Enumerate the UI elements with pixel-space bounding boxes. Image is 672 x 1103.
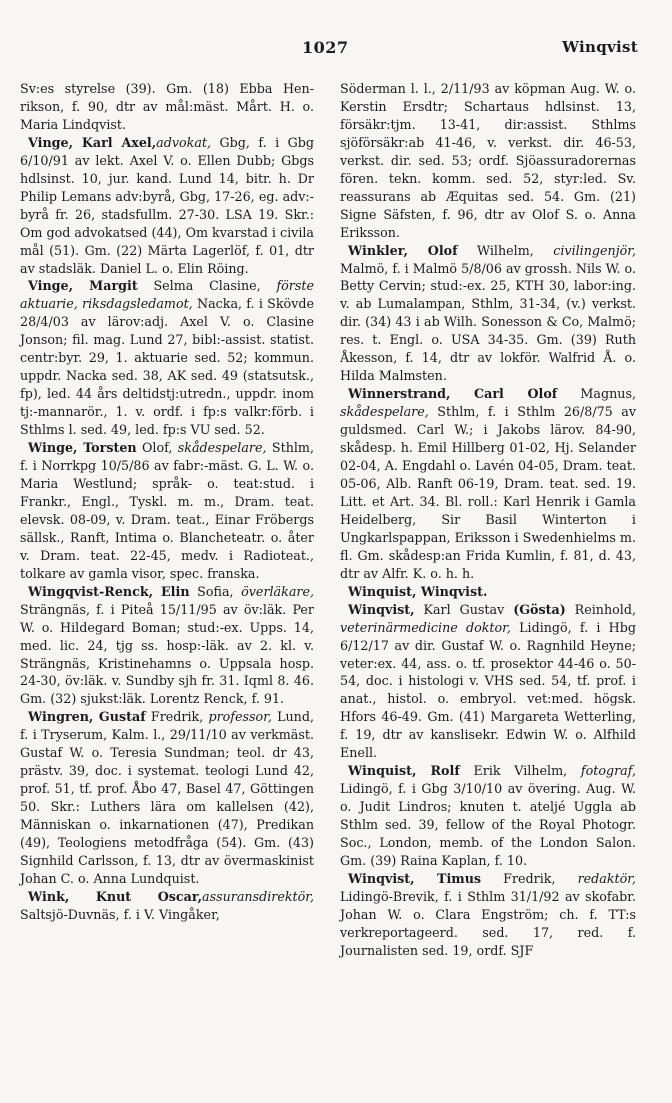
entry-name: Wink, Knut Oscar, xyxy=(28,888,203,904)
entry-name: Winquist, Winqvist. xyxy=(348,583,488,599)
entry-text: Saltsjö-Duvnäs, f. i V. Vingåker, xyxy=(20,906,220,922)
entry-text: Sv:es styrelse (39). Gm. (18) Ebba Henrikson, f. 90, dtr av mål:mäst. Mårt. H. o. Maria Lindqvist. xyxy=(20,81,314,132)
entry-occupation: skådespelare, xyxy=(177,440,267,456)
entry-occupation: assuransdirektör, xyxy=(202,888,314,904)
entry-text: Sthlm, f. i Norrkpg 10/5/86 av fabr:-mäst. G. L. W. o. Maria Westlund; språk- o. teat:stud. i Frankr., Engl., Tyskl. m. m., Dram. teat. elevsk. 08-09, v. Dram. teat., Einar Fröbergs sällsk., Ranft, Intima o. Blancheteatr. o. åter v. Dram. teat. 22-45, medv. i Radioteat., tolkare av gamla visor, spec. franska. xyxy=(20,440,314,581)
entry-occupation: förste aktuarie, riksdagsledamot, xyxy=(20,278,314,312)
biography-entry xyxy=(20,888,314,924)
biography-entry xyxy=(20,277,314,439)
entry-occupation: veterinärmedicine doktor, xyxy=(340,619,511,635)
entry-text: Strängnäs, f. i Piteå 15/11/95 av öv:läk. Per W. o. Hildegard Boman; stud:-ex. Upps. 14, med. lic. 24, tjg ss. hosp:-läk. av 2. kl. v. Strängnäs, Kristinehamns o. Uppsala hosp. 24-30, öv:läk. v. Sundby sjh fr. 31. Iqml 8. 46. Gm. (32) sjukst:läk. Lorentz Renck, f. 91. xyxy=(20,601,314,707)
entry-given-names: Fredrik, xyxy=(481,870,578,886)
entry-text: Sthlm, f. i Sthlm 26/8/75 av guldsmed. Carl W.; i Jakobs lärov. 84-90, skådesp. h. Emil Hillberg 01-02, Hj. Selander 02-04, A. Engdahl o. Lavén 04-05, Dram. teat. 05-06, Alb. Ranft 06-19, Dram. teat. sed. 19. Litt. et Art. 34. Bl. roll.: Karl Henrik i Gamla Heidelberg, Sir Basil Winterton i Ungkarlspappan, Eriksson i Swedenhielms m. fl. Gm. skådesp:an Frida Kumlin, f. 81, d. 43, dtr av Alfr. K. o. h. h. xyxy=(340,404,636,581)
biography-entry xyxy=(20,708,314,888)
entry-given-names: Olof, xyxy=(136,440,178,456)
biography-entry xyxy=(20,583,314,709)
entry-name: Wingren, Gustaf xyxy=(28,709,146,725)
biography-entry xyxy=(340,601,636,763)
entry-given-names: Reinhold, xyxy=(565,601,636,617)
entry-text: Söderman l. l., 2/11/93 av köpman Aug. W. o. Kerstin Ersdtr; Schartaus hdlsinst. 13, försäkr:tjm. 13-41, dir:assist. Sthlms sjöförsäkr:ab 41-46, v. verkst. dir. 46-53, verkst. dir. sed. 53; ordf. Sjöassuradorernas fören. tekn. komm. sed. 52, styr:led. Sv. reassurans ab Æquitas sed. 54. Gm. (21) Signe Säfsten, f. 96, dtr av Olof S. o. Anna Eriksson. xyxy=(340,81,636,240)
biography-entry xyxy=(20,439,314,583)
entry-text: Lund, f. i Tryserum, Kalm. l., 29/11/10 av verkmäst. Gustaf W. o. Teresia Sundman; teol. dr 43, prästv. 39, doc. i systemat. teologi Lund 42, prof. 51, tf. prof. Åbo 47, Basel 47, Göttingen 50. Skr.: Luthers lära om kallelsen (42), Människan o. inkarnationen (47), Predikan (49), Teologiens metodfråga (54). Gm. (43) Signhild Carlsson, f. 13, dtr av övermaskinist Johan C. o. Anna Lundquist. xyxy=(20,709,314,886)
entry-given-names: Selma Clasine, xyxy=(137,278,277,294)
entry-given-names: Karl Gustav xyxy=(414,601,514,617)
entry-occupation: redaktör, xyxy=(577,870,636,886)
entry-given-names: Erik Vilhelm, xyxy=(459,763,581,779)
entry-occupation: civilingenjör, xyxy=(553,242,636,258)
entry-given-names: Magnus, xyxy=(557,386,636,402)
entry-occupation: överläkare, xyxy=(241,583,314,599)
page-header xyxy=(0,38,672,62)
biography-entry xyxy=(340,762,636,870)
entry-name: Winquist, Rolf xyxy=(348,763,460,779)
entry-given-names: Fredrik, xyxy=(145,709,209,725)
entry-name: Winge, Torsten xyxy=(28,440,137,456)
entry-given-names: Wilhelm, xyxy=(457,242,554,258)
entry-name-called: (Gösta) xyxy=(513,601,566,617)
entry-occupation: advokat, xyxy=(156,134,212,150)
entry-text: Lidingö-Brevik, f. i Sthlm 31/1/92 av skofabr. Johan W. o. Clara Engström; ch. f. TT:s verkreportageerd. sed. 17, red. f. Journalisten sed. 19, ordf. SJF xyxy=(340,888,636,958)
entry-name: Winnerstrand, Carl Olof xyxy=(348,386,558,402)
right-column xyxy=(340,80,636,960)
entry-name: Wingqvist-Renck, Elin xyxy=(28,583,190,599)
running-head: Winqvist xyxy=(562,38,638,56)
entry-occupation: fotograf, xyxy=(580,763,636,779)
biography-entry xyxy=(340,870,636,960)
biography-entry xyxy=(340,385,636,582)
entry-given-names: Sofia, xyxy=(189,583,242,599)
entry-text: Lidingö, f. i Gbg 3/10/10 av övering. Aug. W. o. Judit Lindros; knuten t. ateljé Uggla ab Sthlm sed. 39, fellow of the Royal Photogr. Soc., London, memb. of the London Salon. Gm. (39) Raina Kaplan, f. 10. xyxy=(340,781,636,868)
page-number: 1027 xyxy=(302,38,349,57)
entry-name: Vinge, Karl Axel, xyxy=(28,134,157,150)
entry-occupation: professor, xyxy=(208,709,272,725)
entry-text: Nacka, f. i Skövde 28/4/03 av lärov:adj. Axel V. o. Clasine Jonson; fil. mag. Lund 27, bibl:-assist. statist. centr:byr. 29, 1. aktuarie sed. 52; kommun. uppdr. Nacka sed. 38, AK sed. 49 (statsutsk., fp), led. 44 års deltidstj:utredn., uppdr. inom tj:-mannarör., 1. v. ordf. i fp:s valkr:förb. i Sthlms l. sed. 49, led. fp:s VU sed. 52. xyxy=(20,296,314,438)
entry-name: Winkler, Olof xyxy=(348,242,458,258)
entry-text: Lidingö, f. i Hbg 6/12/17 av dir. Gustaf W. o. Ragnhild Heyne; veter:ex. 44, ass. o. tf. prosektor 44-46 o. 50-54, doc. i histologi v. VHS sed. 54, tf. prof. i anat., histol. o. embryol. vet:med. högsk. Hfors 46-49. Gm. (41) Margareta Wetterling, f. 19, dtr av kanslisekr. Edwin W. o. Alfhild Enell. xyxy=(340,619,636,761)
biography-entry xyxy=(20,80,314,134)
entry-name: Winqvist, xyxy=(348,601,415,617)
biography-entry xyxy=(340,242,636,386)
entry-text: Gbg, f. i Gbg 6/10/91 av lekt. Axel V. o. Ellen Dubb; Gbgs hdlsinst. 10, jur. kand. Lund 14, bitr. h. Dr Philip Lemans adv:byrå, Gbg, 17-26, eg. adv:-byrå fr. 26, stadsfullm. 27-30. LSA 19. Skr.: Om god advokatsed (44), Om kvarstad i civila mål (51). Gm. (22) Märta Lagerlöf, f. 01, dtr av stadsläk. Daniel L. o. Elin Röing. xyxy=(20,134,314,276)
entry-name: Winqvist, Timus xyxy=(348,870,482,886)
entry-name: Vinge, Margit xyxy=(28,278,138,294)
left-column xyxy=(20,80,314,924)
entry-occupation: skådespelare, xyxy=(340,404,429,420)
biography-entry xyxy=(340,583,636,601)
biography-entry xyxy=(20,134,314,278)
biography-entry xyxy=(340,80,636,242)
entry-text: Malmö, f. i Malmö 5/8/06 av grossh. Nils W. o. Betty Cervin; stud:-ex. 25, KTH 30, labor:ing. v. ab Lumalampan, Sthlm, 31-34, (v.) verkst. dir. (34) 43 i ab Wilh. Sonesson & Co, Malmö; res. t. Engl. o. USA 34-35. Gm. (39) Ruth Åkesson, f. 14, dtr av lokför. Walfrid Å. o. Hilda Malmsten. xyxy=(340,260,636,384)
